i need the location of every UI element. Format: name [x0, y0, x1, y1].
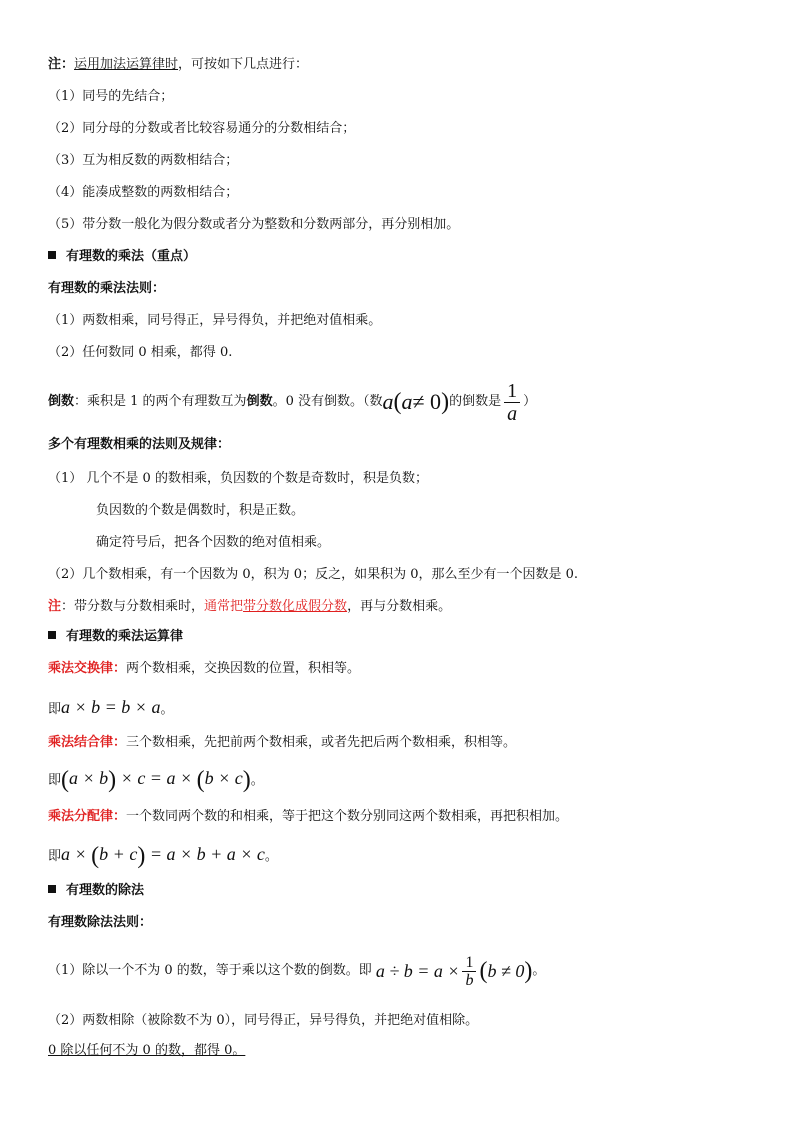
math-var-a: a [382, 389, 394, 414]
distributive-line [48, 808, 568, 826]
associative-formula-left: a × b [69, 768, 109, 788]
distributive-formula-paren: b + c [99, 844, 138, 864]
square-bullet-icon [48, 885, 56, 893]
formula-suffix: 。 [250, 773, 264, 788]
formula-prefix: 即 [48, 849, 62, 864]
reciprocal-line [48, 374, 536, 430]
multi-rule-1: （1） 几个不是 0 的数相乘，负因数的个数是奇数时，积是负数； [48, 471, 428, 486]
section-heading-laws [48, 628, 183, 646]
division-rule-1-text: （1）除以一个不为 0 的数，等于乘以这个数的倒数。即 [48, 963, 372, 978]
fraction-denominator: b [465, 971, 474, 989]
note-item-5: （5）带分数一般化为假分数或者分为整数和分数两部分，再分别相加。 [48, 217, 460, 232]
reciprocal-term-2: 倒数 [246, 394, 273, 409]
math-cond-var: a [401, 389, 413, 414]
distributive-text: 一个数同两个数的和相乘，等于把这个数分别同这两个数相乘，再把积相加。 [126, 809, 569, 824]
division-rule-1: （1）除以一个不为 0 的数，等于乘以这个数的倒数。即 a ÷ b = a × $\frac{1}{b}$ ( b ≠ 0 ) 。 [48, 953, 546, 989]
reciprocal-text-2: 。0 没有倒数。（数 [272, 394, 383, 409]
division-condition: b ≠ 0 [487, 961, 525, 981]
commutative-formula: a × b = b × a [61, 697, 161, 717]
mult-rule-1: （1）两数相乘，同号得正，异号得负，并把绝对值相乘。 [48, 313, 382, 328]
formula-suffix: 。 [532, 963, 546, 978]
formula-suffix: 。 [264, 849, 278, 864]
note-2-red-underlined: 带分数化成假分数 [243, 599, 348, 614]
fraction-denominator: a [507, 402, 518, 425]
multi-rule-2: （2）几个数相乘，有一个因数为 0，积为 0；反之，如果积为 0，那么至少有一个因数是 0. [48, 567, 579, 582]
multi-rule-1-cont2: 确定符号后，把各个因数的绝对值相乘。 [96, 535, 331, 550]
square-bullet-icon [48, 631, 56, 639]
section-heading-multiplication [48, 248, 196, 266]
section-heading-division [48, 882, 144, 900]
associative-formula-mid: × c = a × [116, 768, 197, 788]
mult-rules-title: 有理数的乘法法则： [48, 281, 166, 296]
reciprocal-term: 倒数 [48, 394, 75, 409]
reciprocal-text-4: ） [523, 394, 537, 409]
math-cond-neq: ≠ 0 [412, 389, 442, 414]
square-bullet-icon [48, 251, 56, 259]
division-rules-title: 有理数除法法则： [48, 915, 153, 930]
note-text: ，可按如下几点进行： [178, 57, 309, 72]
formula-prefix: 即 [48, 773, 62, 788]
heading-text: 有理数的乘法运算律 [66, 629, 184, 644]
heading-text: 有理数的乘法（重点） [66, 249, 197, 264]
reciprocal-text-3: 的倒数是 [449, 394, 502, 409]
fraction-numerator: 1 [507, 379, 518, 402]
reciprocal-text-1: ：乘积是 1 的两个有理数互为 [74, 394, 247, 409]
commutative-text: 两个数相乘，交换因数的位置，积相等。 [126, 661, 361, 676]
associative-formula-line: 即(a × b) × c = a × (b × c)。 [48, 767, 264, 793]
paren-close: ) [441, 389, 450, 415]
associative-text: 三个数相乘，先把前两个数相乘，或者先把后两个数相乘，积相等。 [126, 735, 517, 750]
multi-rule-1-cont: 负因数的个数是偶数时，积是正数。 [96, 503, 305, 518]
paren-open: ( [393, 389, 402, 415]
note-item-1: （1）同号的先结合； [48, 89, 174, 104]
commutative-label: 乘法交换律： [48, 661, 127, 676]
note-line [48, 56, 308, 74]
associative-formula-right: b × c [204, 768, 243, 788]
note-underlined-text: 运用加法运算律时 [74, 57, 179, 72]
commutative-line [48, 660, 360, 678]
note-2-line [48, 598, 451, 616]
commutative-formula-line [48, 694, 173, 723]
division-fraction [462, 954, 476, 989]
distributive-formula-line: 即a × (b + c) = a × b + a × c。 [48, 843, 278, 869]
division-rule-2: （2）两数相除（被除数不为 0），同号得正，异号得负，并把绝对值相除。 [48, 1013, 479, 1028]
formula-prefix: 即 [48, 702, 62, 717]
distributive-label: 乘法分配律： [48, 809, 127, 824]
associative-label: 乘法结合律： [48, 735, 127, 750]
division-formula: a ÷ b = a × [375, 961, 460, 981]
division-rule-3: 0 除以任何不为 0 的数，都得 0。 [48, 1043, 246, 1058]
distributive-formula-rest: = a × b + a × c [145, 844, 265, 864]
note-item-2: （2）同分母的分数或者比较容易通分的分数相结合； [48, 121, 356, 136]
reciprocal-fraction [504, 380, 520, 425]
note-label: 注： [48, 57, 75, 72]
note-2-red-text: 通常把 [204, 599, 244, 614]
distributive-formula-a: a × [61, 844, 92, 864]
note-2-label: 注 [48, 599, 62, 614]
note-2-text-2: ，再与分数相乘。 [347, 599, 452, 614]
heading-text: 有理数的除法 [66, 883, 145, 898]
associative-line [48, 734, 516, 752]
mult-rule-2: （2）任何数同 0 相乘，都得 0. [48, 345, 233, 360]
note-2-text-1: ：带分数与分数相乘时， [61, 599, 205, 614]
fraction-numerator: 1 [465, 953, 474, 971]
formula-suffix: 。 [160, 702, 174, 717]
note-item-4: （4）能凑成整数的两数相结合； [48, 185, 239, 200]
note-item-3: （3）互为相反数的两数相结合； [48, 153, 239, 168]
multi-rules-title: 多个有理数相乘的法则及规律： [48, 437, 231, 452]
